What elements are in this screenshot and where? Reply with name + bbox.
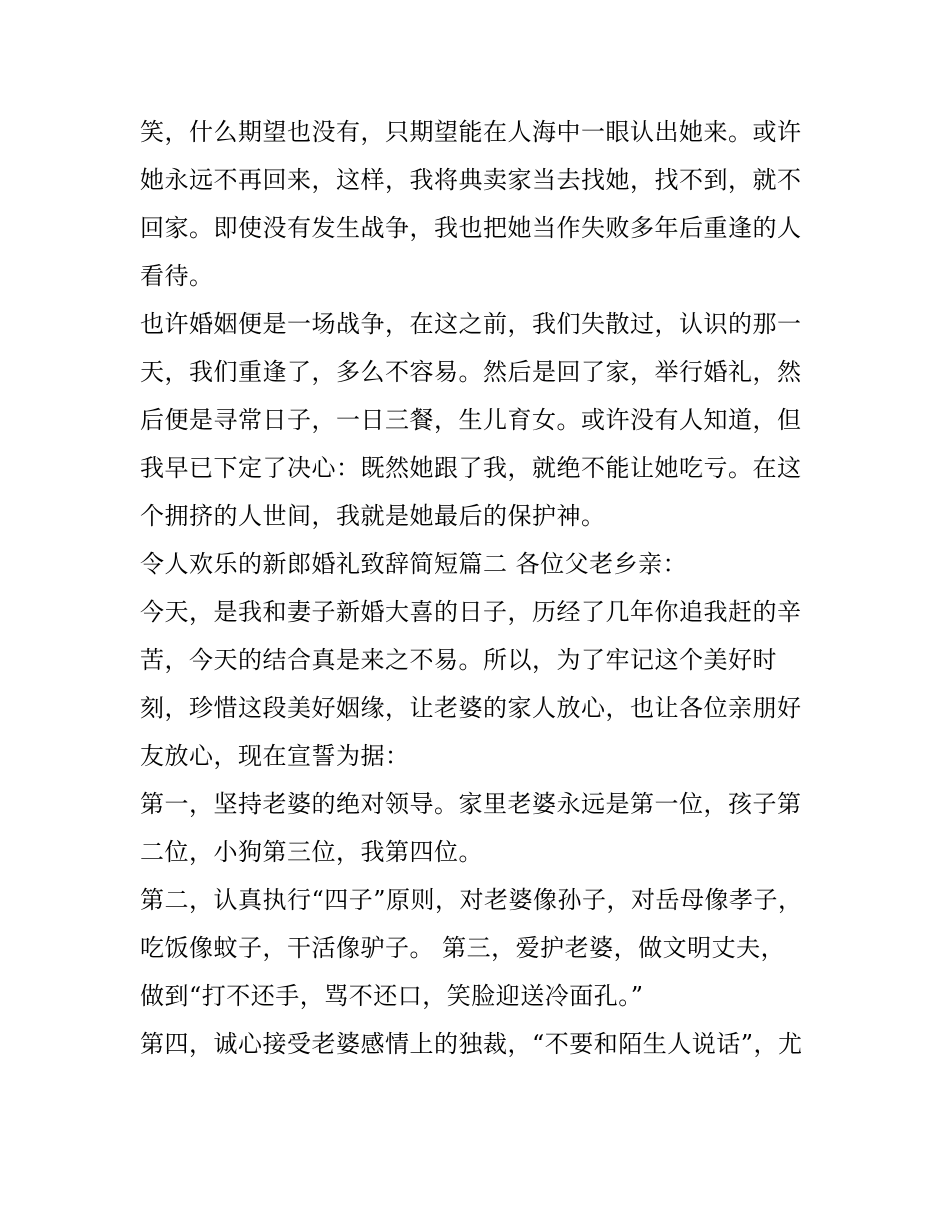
section-heading: 令人欢乐的新郎婚礼致辞简短篇二 各位父老乡亲： bbox=[140, 550, 688, 578]
text-line: 后便是寻常日子，一日三餐，生儿育女。或许没有人知道，但 bbox=[140, 406, 802, 434]
text-line: 我早已下定了决心：既然她跟了我，就绝不能让她吃亏。在这 bbox=[140, 454, 802, 482]
text-line: 苦，今天的结合真是来之不易。所以，为了牢记这个美好时 bbox=[140, 646, 777, 674]
text-line: 二位，小狗第三位，我第四位。 bbox=[140, 838, 483, 866]
text-line: 她永远不再回来，这样，我将典卖家当去找她，找不到，就不 bbox=[140, 166, 802, 194]
text-line: 笑，什么期望也没有，只期望能在人海中一眼认出她来。或许 bbox=[140, 118, 802, 146]
text-line: 吃饭像蚊子，干活像驴子。 第三，爱护老婆，做文明丈夫， bbox=[140, 934, 786, 962]
text-line: 看待。 bbox=[140, 262, 214, 290]
text-line: 友放心，现在宣誓为据： bbox=[140, 742, 410, 770]
text-line: 第一，坚持老婆的绝对领导。家里老婆永远是第一位，孩子第 bbox=[140, 790, 802, 818]
text-line: 做到“打不还手，骂不还口，笑脸迎送冷面孔。” bbox=[140, 982, 644, 1010]
text-line: 第二，认真执行“四子”原则，对老婆像孙子，对岳母像孝子， bbox=[140, 886, 803, 914]
text-line: 回家。即使没有发生战争，我也把她当作失败多年后重逢的人 bbox=[140, 214, 802, 242]
text-line: 个拥挤的人世间，我就是她最后的保护神。 bbox=[140, 502, 606, 530]
text-line: 刻，珍惜这段美好姻缘，让老婆的家人放心，也让各位亲朋好 bbox=[140, 694, 802, 722]
text-line: 天，我们重逢了，多么不容易。然后是回了家，举行婚礼，然 bbox=[140, 358, 802, 386]
text-line: 第四，诚心接受老婆感情上的独裁，“不要和陌生人说话”，尤 bbox=[140, 1030, 803, 1058]
text-line: 今天，是我和妻子新婚大喜的日子，历经了几年你追我赶的辛 bbox=[140, 598, 802, 626]
document-body bbox=[140, 108, 812, 1068]
text-line: 也许婚姻便是一场战争，在这之前，我们失散过，认识的那一 bbox=[140, 310, 802, 338]
